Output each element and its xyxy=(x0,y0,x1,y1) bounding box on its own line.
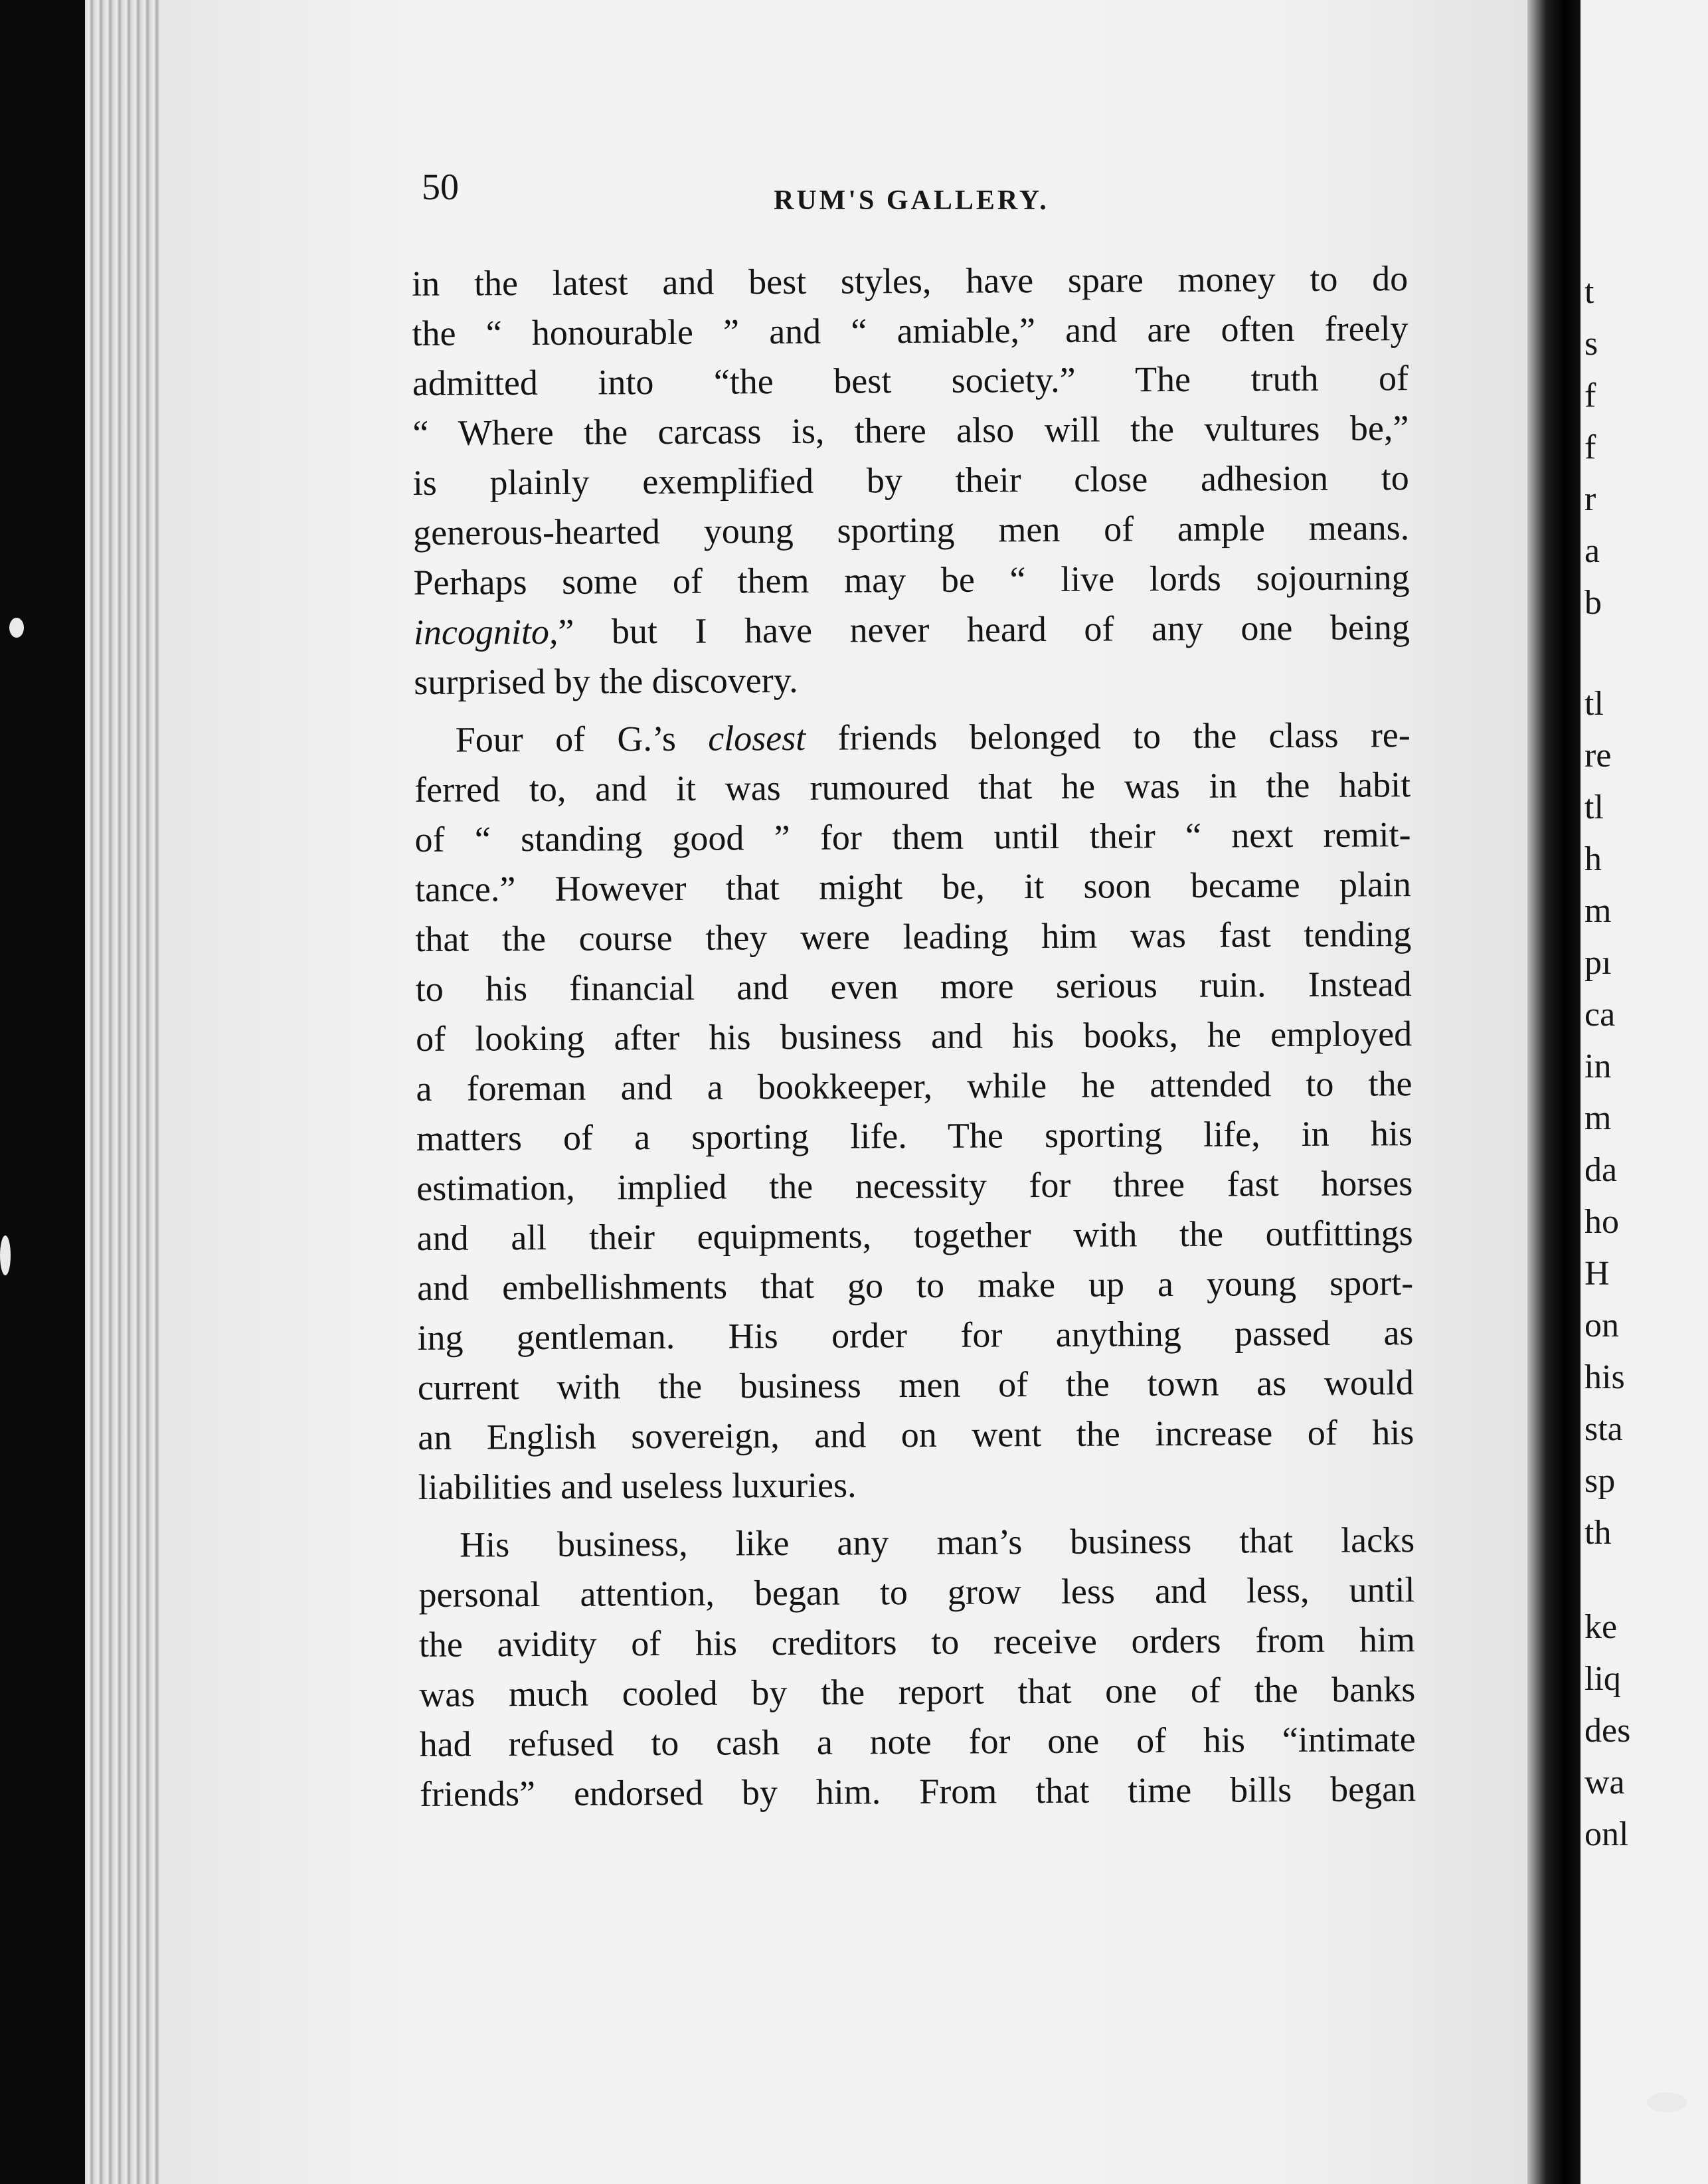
text-line: to his financial and even more serious ruin. Instead xyxy=(415,964,1412,1009)
scan-speck xyxy=(0,1235,11,1275)
text-line: was much cooled by the report that one of the banks xyxy=(419,1669,1416,1714)
facing-page-fragment: ho xyxy=(1584,1203,1619,1241)
text-line: that the course they were leading him was fast tending xyxy=(415,914,1412,959)
facing-page-fragment: onl xyxy=(1584,1815,1629,1853)
text-line: of “ standing good ” for them until their “ next remit- xyxy=(414,814,1411,860)
facing-page-fragment: m xyxy=(1584,1099,1612,1137)
facing-page-fragment: da xyxy=(1584,1151,1618,1189)
facing-page-fragment: H xyxy=(1584,1255,1610,1293)
text-line: the avidity of his creditors to receive orders from him xyxy=(418,1619,1416,1665)
facing-page-fragment: pı xyxy=(1584,944,1612,982)
facing-page-fragment: s xyxy=(1584,325,1598,363)
text-line: is plainly exemplified by their close adhesion to xyxy=(412,458,1409,503)
text-line: in the latest and best styles, have spare money to do xyxy=(412,258,1409,304)
facing-page-fragment: f xyxy=(1584,428,1596,466)
text-line: tance.” However that might be, it soon became plain xyxy=(414,864,1412,909)
text-line: liabilities and useless luxuries. xyxy=(418,1465,857,1507)
text-line: had refused to cash a note for one of his “intimate xyxy=(419,1719,1416,1764)
page-number: 50 xyxy=(422,167,459,208)
line-rest: ” but I have never heard of any one being xyxy=(558,607,1410,652)
text-line: friends” endorsed by him. From that time bills began xyxy=(419,1769,1416,1814)
facing-page-fragment: r xyxy=(1584,480,1596,518)
facing-page-fragment: on xyxy=(1584,1307,1619,1344)
facing-page-fragment: ke xyxy=(1584,1608,1618,1646)
book-gutter xyxy=(1527,0,1580,2184)
facing-page-fragment: in xyxy=(1584,1047,1612,1085)
text-line: surprised by the discovery. xyxy=(414,660,798,702)
italic-word: incognito, xyxy=(413,611,558,652)
facing-page-fragment: th xyxy=(1584,1514,1612,1552)
text-line: of looking after his business and his books, he employed xyxy=(415,1014,1412,1059)
facing-page-fragment: sp xyxy=(1584,1462,1616,1500)
text-line: current with the business men of the town as would xyxy=(417,1362,1414,1408)
text-line: “ Where the carcass is, there also will the vultures be,” xyxy=(412,408,1409,453)
body-text xyxy=(412,254,1416,1819)
facing-page xyxy=(1580,0,1708,2184)
facing-page-fragment: des xyxy=(1584,1712,1631,1750)
facing-page-fragment: t xyxy=(1584,273,1594,311)
facing-page-fragment: ca xyxy=(1584,996,1616,1034)
text-line: admitted into “the best society.” The truth of xyxy=(412,358,1409,403)
text-line: His business, like any man’s business that lacks xyxy=(459,1520,1415,1565)
text-line: matters of a sporting life. The sporting life, in his xyxy=(416,1113,1413,1158)
line-start: Four of G.’s xyxy=(455,718,709,760)
text-line: a foreman and a bookkeeper, while he attended to the xyxy=(416,1063,1412,1109)
text-line: Perhaps some of them may be “ live lords sojourning xyxy=(413,557,1410,602)
facing-page-fragment: a xyxy=(1584,532,1600,570)
text-line: the “ honourable ” and “ amiable,” and are often freely xyxy=(412,308,1409,353)
line-rest: friends belonged to the class re- xyxy=(806,715,1410,758)
scan-speck xyxy=(1647,2092,1687,2112)
text-line: and embellishments that go to make up a young sport- xyxy=(416,1263,1414,1308)
scan-speck xyxy=(9,618,24,638)
facing-page-fragment: wa xyxy=(1584,1764,1625,1801)
facing-page-fragment: h xyxy=(1584,840,1602,878)
facing-page-fragment: tl xyxy=(1584,788,1604,826)
text-line: ing gentleman. His order for anything passed as xyxy=(417,1313,1414,1358)
facing-page-fragment: liq xyxy=(1584,1660,1621,1698)
text-line-with-italic xyxy=(414,710,1410,765)
page-stack-edge xyxy=(85,0,165,2184)
facing-page-fragment: f xyxy=(1584,377,1596,414)
text-line-with-italic xyxy=(414,602,1410,658)
text-line: personal attention, began to grow less and less, until xyxy=(418,1570,1415,1615)
text-line: and all their equipments, together with the outfittings xyxy=(416,1213,1413,1258)
text-line: generous-hearted young sporting men of ample means. xyxy=(413,507,1410,553)
facing-page-fragment: m xyxy=(1584,892,1612,930)
italic-word: closest xyxy=(708,717,806,759)
running-head: RUM'S GALLERY. xyxy=(774,185,1049,216)
facing-page-fragment: his xyxy=(1584,1358,1625,1396)
facing-page-fragment: re xyxy=(1584,737,1612,774)
facing-page-fragment: tl xyxy=(1584,685,1604,723)
facing-page-fragment: sta xyxy=(1584,1410,1623,1448)
facing-page-fragment: b xyxy=(1584,584,1602,622)
page-header xyxy=(422,166,1391,219)
text-line: ferred to, and it was rumoured that he was in the habit xyxy=(414,765,1411,810)
text-line: an English sovereign, and on went the increase of his xyxy=(418,1412,1414,1457)
text-line: estimation, implied the necessity for three fast horses xyxy=(416,1163,1413,1208)
